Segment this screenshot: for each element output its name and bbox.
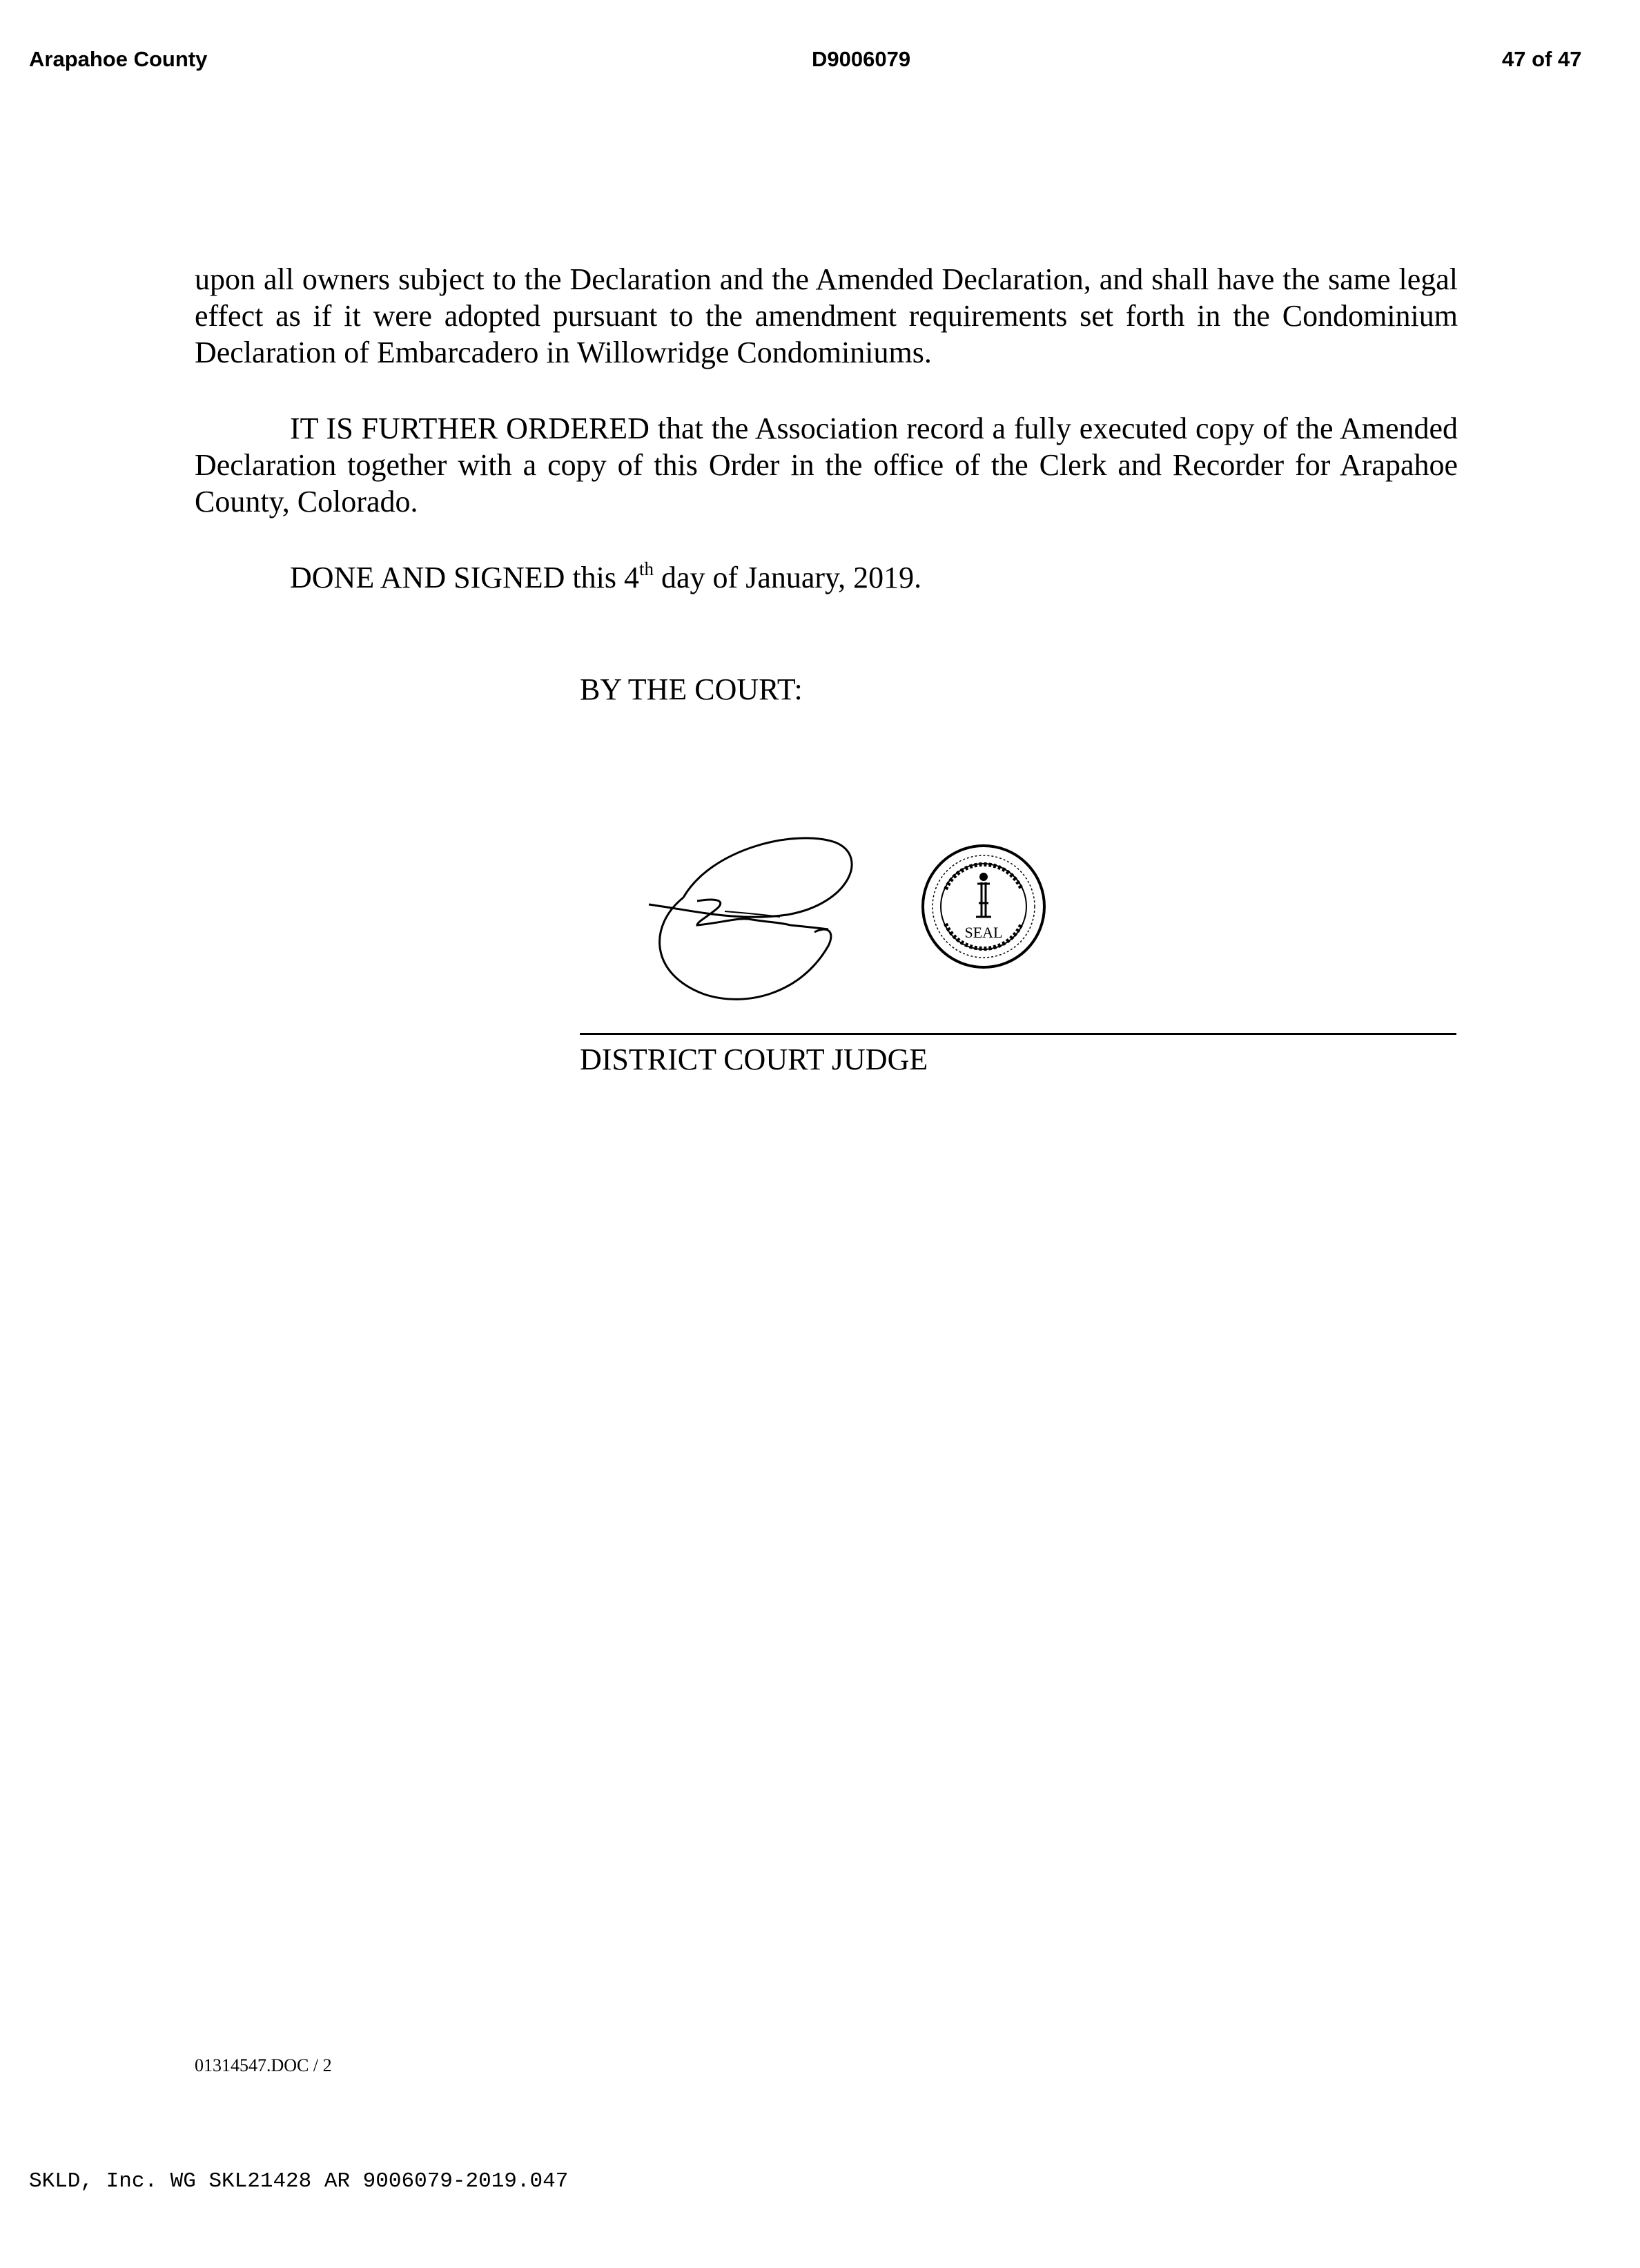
svg-text:SEAL: SEAL [964, 924, 1003, 941]
header-page-number: 47 of 47 [1502, 47, 1582, 71]
paragraph-1: upon all owners subject to the Declaration and the Amended Declaration, and shall have the same legal effect as if it were adopted pursuant to the amendment requirements set forth in the Condominium Declaration of Embarcadero in Willowridge Condominiums. [195, 262, 1458, 369]
done-and-signed-line [290, 559, 921, 596]
recording-footer: SKLD, Inc. WG SKL21428 AR 9006079-2019.047 [29, 2169, 569, 2193]
judge-signature [621, 766, 911, 1008]
header-county: Arapahoe County [29, 47, 208, 71]
signature-line [580, 1033, 1456, 1035]
done-ordinal-suffix: th [639, 559, 654, 579]
paragraph-2: IT IS FURTHER ORDERED that the Association record a fully executed copy of the Amended Declaration together with a copy of this Order in the office of the Clerk and Recorder for Arapahoe County, Colorado. [195, 411, 1458, 518]
document-reference: 01314547.DOC / 2 [195, 2055, 332, 2075]
done-prefix: DONE AND SIGNED this 4 [290, 561, 639, 594]
court-seal [918, 841, 1049, 972]
signature-title: DISTRICT COURT JUDGE [580, 1043, 928, 1076]
done-suffix: day of January, 2019. [654, 561, 922, 594]
header-document-id: D9006079 [812, 47, 911, 71]
by-the-court-label: BY THE COURT: [580, 672, 803, 706]
